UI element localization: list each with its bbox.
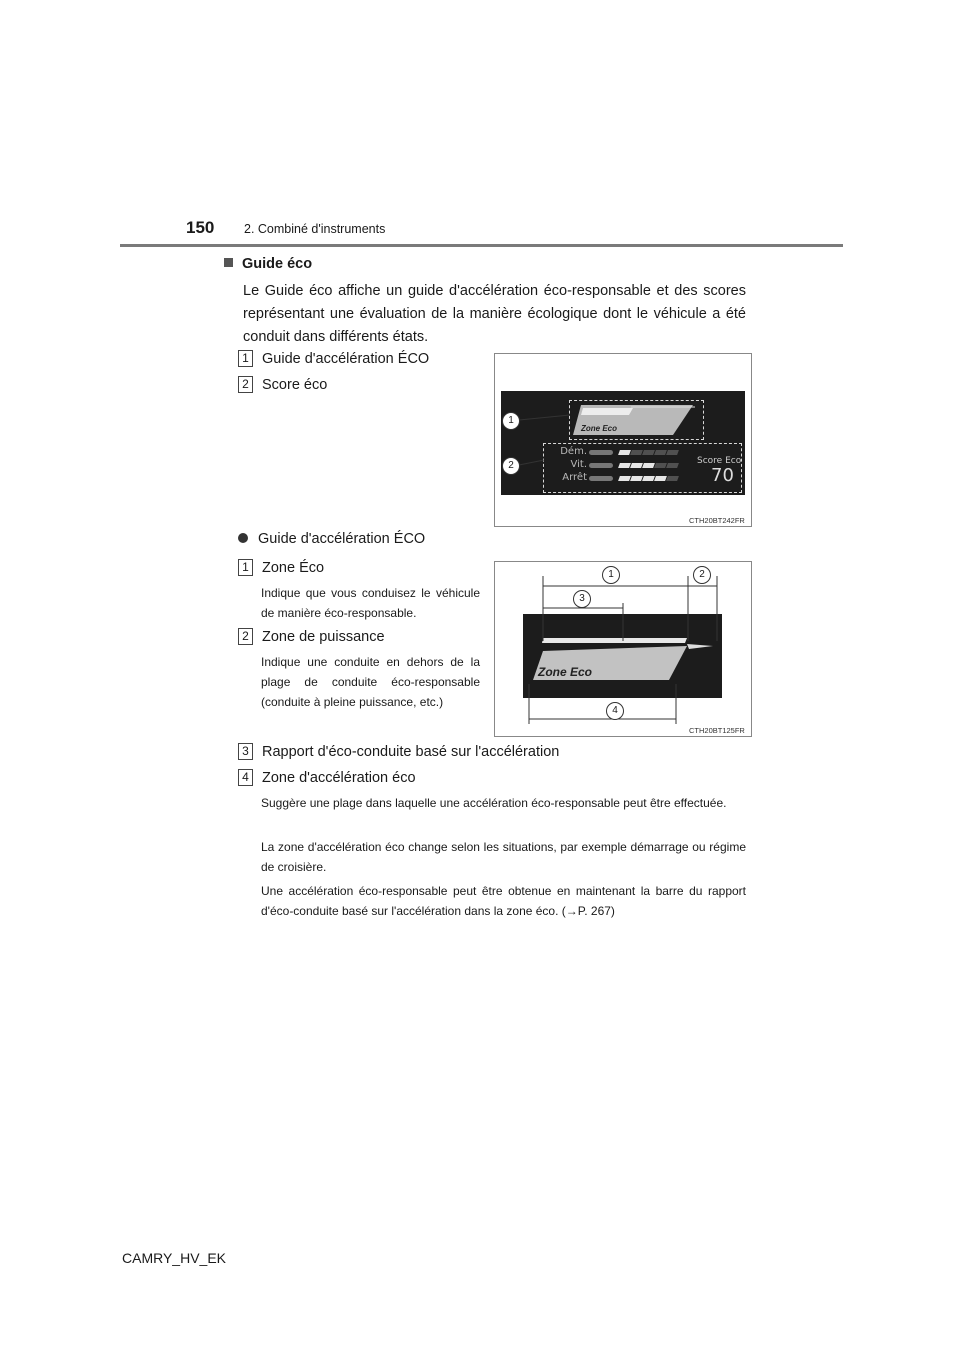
list-item: [238, 628, 385, 645]
list-item: [238, 559, 324, 576]
figure-code: CTH20BT125FR: [689, 726, 745, 735]
subsection-title: [238, 531, 425, 547]
list-item-label: Rapport d'éco-conduite basé sur l'accélération: [262, 744, 560, 760]
list-item-label: Zone d'accélération éco: [262, 770, 416, 786]
list-item-label: Guide d'accélération ÉCO: [262, 351, 430, 367]
number-badge: 1: [238, 559, 253, 576]
list-item-label: Zone de puissance: [262, 629, 385, 645]
callout-4: 4: [606, 702, 624, 720]
callout-2: 2: [693, 566, 711, 584]
intro-paragraph: Le Guide éco affiche un guide d'accélération éco-responsable et des scores représentant une évaluation de la manière écologique dont le véhicule a été conduit dans différents états.: [243, 283, 746, 345]
chapter-title: 2. Combiné d'instruments: [244, 222, 386, 236]
score-eco-label: Score Eco: [697, 456, 742, 466]
number-badge: 3: [238, 743, 253, 760]
list-item-label: Zone Éco: [262, 560, 325, 576]
page-number: 150: [186, 218, 215, 237]
list-item: [238, 350, 429, 367]
figure-code: CTH20BT242FR: [689, 516, 745, 525]
list-item: [238, 769, 416, 786]
list-item: [238, 376, 327, 393]
callout-2: 2: [502, 457, 520, 475]
paragraph: Une accélération éco-responsable peut être obtenue en maintenant la barre du rapport d'éco-conduite basé sur l'accélération dans la zone éco. (→P. 267): [261, 884, 746, 918]
row-label-start: Dém.: [560, 446, 587, 457]
row-label-speed: Vit.: [570, 459, 587, 470]
figure-eco-zone: [494, 561, 752, 737]
bullet-icon: [238, 533, 248, 543]
number-badge: 2: [238, 628, 253, 645]
callout-1: 1: [602, 566, 620, 584]
row-label-stop: Arrêt: [562, 472, 587, 483]
section-title-text: Guide éco: [242, 256, 313, 272]
model-code: CAMRY_HV_EK: [122, 1250, 227, 1266]
number-badge: 1: [238, 350, 253, 367]
list-item-desc: Indique que vous conduisez le véhicule de manière éco-responsable.: [261, 586, 480, 620]
section-title: [224, 256, 312, 272]
score-eco-value: 70: [711, 465, 734, 486]
paragraph: Suggère une plage dans laquelle une accélération éco-responsable peut être effectuée.: [261, 796, 727, 810]
figure-eco-score: [494, 353, 752, 527]
header-rule: [120, 244, 843, 247]
list-item-label: Score éco: [262, 377, 328, 393]
zone-eco-label: Zone Eco: [581, 424, 618, 433]
list-item: [238, 743, 559, 760]
zone-eco-label: Zone Eco: [538, 665, 593, 679]
paragraph: La zone d'accélération éco change selon les situations, par exemple démarrage ou régime de croisière.: [261, 840, 746, 874]
callout-leaders: [495, 354, 751, 526]
callout-3: 3: [573, 590, 591, 608]
number-badge: 2: [238, 376, 253, 393]
section-marker-icon: [224, 258, 233, 267]
list-item-desc: Indique une conduite en dehors de la plage de conduite éco-responsable (conduite à pleine puissance, etc.): [261, 655, 480, 709]
callout-1: 1: [502, 412, 520, 430]
subsection-title-text: Guide d'accélération ÉCO: [258, 531, 426, 547]
number-badge: 4: [238, 769, 253, 786]
